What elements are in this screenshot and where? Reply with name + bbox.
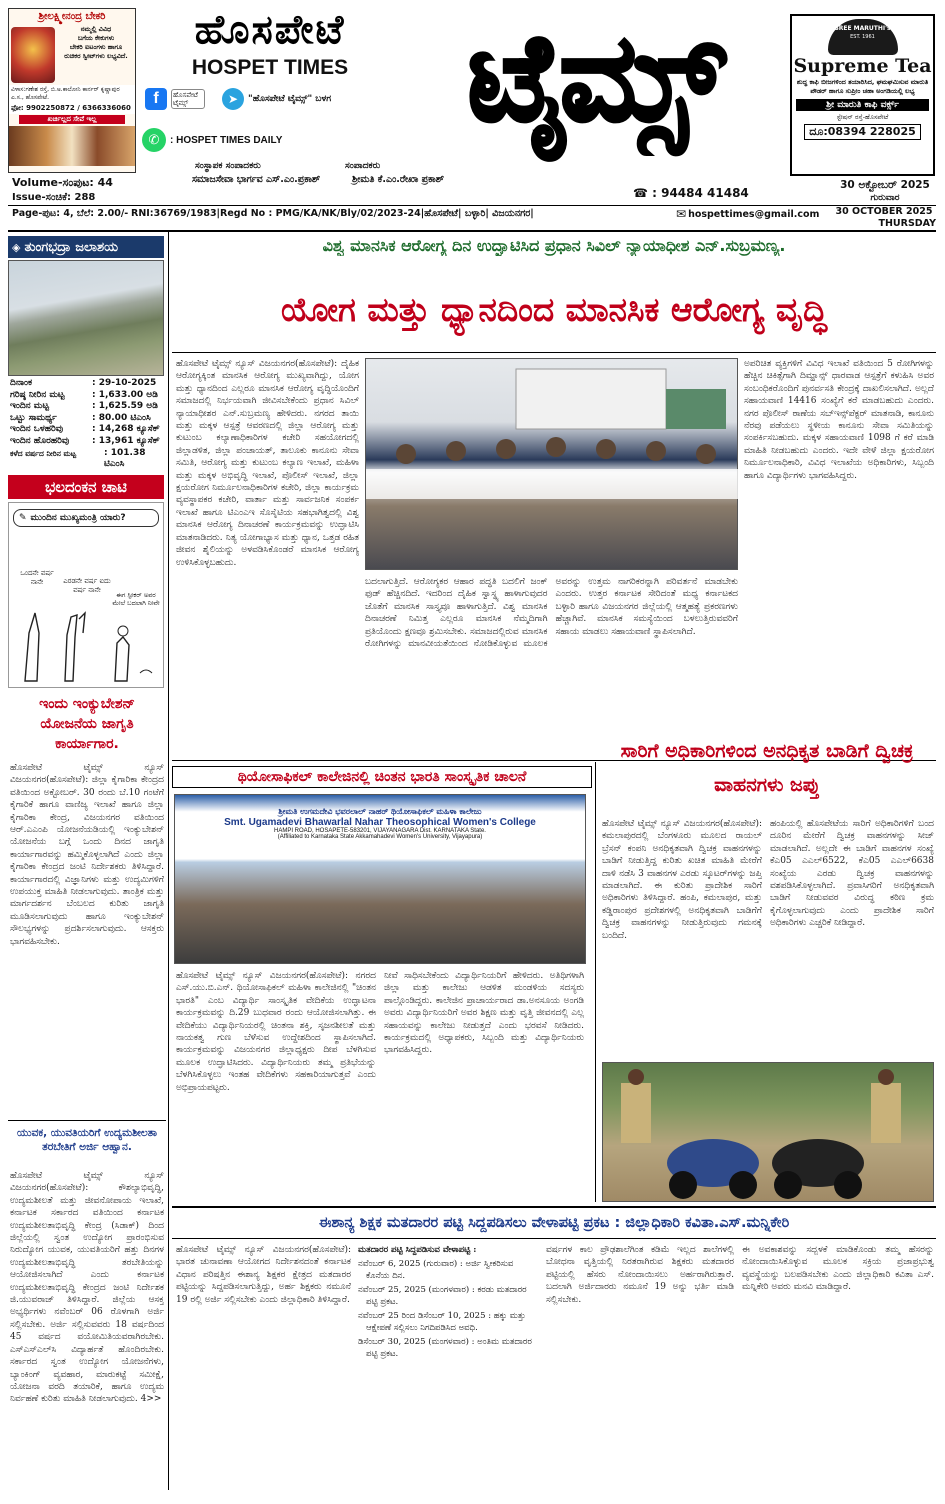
cartoon-title: ಭಲದಂಕನ ಚಾಟಿ [8,475,164,499]
cartoon-bubble: ಎರಡನೇ ವರ್ಷ ಐದು ವರ್ಷ ನಾನೇ [63,577,111,594]
founder-label: ಸಂಸ್ಥಾಪಕ ಸಂಪಾದಕರು [195,161,261,171]
dam-title-text: ತುಂಗಭದ್ರಾ ಜಲಾಶಯ [24,239,119,255]
lead-photo-scene [366,359,739,571]
youth-body: ಹೊಸಪೇಟೆ ಟೈಮ್ಸ್ ನ್ಯೂಸ್ ವಿಜಯನಗರ(ಹೊಸಪೇಟೆ): ಕೌಶಲ್ಯಾಭಿವೃದ್ಧಿ, ಉದ್ಯಮಶೀಲತೆ ಮತ್ತು ಜೀವನೋಪಾಯ ಇಲಾಖೆ, ಕರ್ನಾಟಕ ಸರ್ಕಾರದ ವತಿಯಿಂದ ಕರ್ನಾಟಕ ಉದ್ಯಮಶೀಲತಾಭಿವೃದ್ಧಿ ಕೇಂದ್ರ (ಸಿಡಾಕ್) ದಿಂದ ಜಿಲ್ಲೆಯಲ್ಲಿ ಸ್ವಂತ ಉದ್ಯೋಗ ಪ್ರಾರಂಭಿಸುವ ನಿರುದ್ಯೋಗ ಯುವಕ, ಯುವತಿಯರಿಗೆ ಹತ್ತು ದಿನಗಳ ಉದ್ಯಮಶೀಲತಾಭಿವೃದ್ಧಿ ತರಬೇತಿಯನ್ನು ಆಯೋಜಿಸಲಾಗಿದೆ ಎಂದು ಕರ್ನಾಟಕ ಉದ್ಯಮಶೀಲತಾಭಿವೃದ್ಧಿ ಕೇಂದ್ರದ ಜಂಟಿ ನಿರ್ದೇಶಕ ಜಿ.ಯುವರಾಜ್ ತಿಳಿಸಿದ್ದಾರೆ. ಜಿಲ್ಲೆಯ ಆಸಕ್ತ ಅಭ್ಯರ್ಥಿಗಳು ನವೆಂಬರ್ 06 ರೊಳಗಾಗಿ ಅರ್ಜಿ ಸಲ್ಲಿಸಬೇಕು. ಅರ್ಜಿ ಸಲ್ಲಿಸುವವರು 18 ವರ್ಷದಿಂದ 45 ವರ್ಷದ ವಯೋಮಿತಿಯವರಾಗಿರಬೇಕು. ಎಸ್‌ಎಸ್‌ಎಲ್‌ಸಿ ವಿದ್ಯಾರ್ಹತೆ ಹೊಂದಿರಬೇಕು. ಸರ್ಕಾರದ ಸ್ವಂತ ಉದ್ಯೋಗ ಯೋಜನೆಗಳು, ಬ್ಯಾಂಕಿಂಗ್ ವ್ಯವಹಾರ, ಮಾರುಕಟ್ಟೆ ಸಮೀಕ್ಷೆ, ಯೋಜನಾ ವರದಿ ತಯಾರಿಕೆ, ಹಾಗೂ ಉದ್ಯಮ ನಿರ್ವಹಣೆ ಕುರಿತು ಮಾಹಿತಿ ನೀಡಲಾಗುವುದು. 4>> [10,1171,164,1405]
bikes-col2: ಹಂಪಿಯಲ್ಲಿ ಹೊಸಪೇಟೆಯ ಸಾರಿಗೆ ಅಧಿಕಾರಿಗಳಿಗೆ ಬಂದ ದೂರಿನ ಮೇರೆಗೆ ದ್ವಿಚಕ್ರ ವಾಹನಗಳನ್ನು ಸೀಜ್ ಮಾಡಲಾಗಿದೆ. ಅಲ್ಲದೇ ಈ ಬಾಡಿಗೆ ವಾಹನಗಳ ಸಂಖ್ಯೆ ಕೆಎ05 ಎಎಲ್6522, ಕೆಎ05 ಎಎಲ್6638 ಸಂಖ್ಯೆಯ ಎರಡು ದ್ವಿಚಕ್ರ ವಾಹನಗಳನ್ನು ವಶಪಡಿಸಿಕೊಳ್ಳಲಾಗಿದೆ. ಪ್ರವಾಸಿಗರಿಗೆ ಅನಧಿಕೃತವಾಗಿ ಬಾಡಿಗೆ ನೀಡುವವರ ವಿರುದ್ಧ ಕಠಿಣ ಕ್ರಮ ಕೈಗೊಳ್ಳಲಾಗುವುದು ಎಂದು ಪ್ರಾದೇಶಿಕ ಸಾರಿಗೆ ಅಧಿಕಾರಿಗಳು ಎಚ್ಚರಿಕೆ ನೀಡಿದ್ದಾರೆ. [770,819,934,929]
ad-tea [790,14,935,176]
dam-stat-value: : 1,633.00 ಅಡಿ [92,389,158,400]
facebook-icon: f [145,88,167,110]
issue: Issue-ಸಂಚಿಕೆ: 288 [12,192,96,203]
dam-stat-value: : 101.38 ಟಿಎಂಸಿ [104,447,146,470]
dam-stat-label: ಇಂದಿನ ಒಳಹರಿವು [10,424,64,435]
cartoon-bubble: ಈಗ ಸ್ಪೀಕರ್ ಅವರ ಮೇಲೆ ಬದಲಾಗಿ ನೀವೇ [112,591,160,607]
editor-name: ಶ್ರೀಮತಿ ಕೆ.ಎಂ.ರೇಖಾ ಪ್ರಕಾಶ್ [352,174,445,185]
dam-stat-row [10,413,164,425]
schedule-title: ಮತದಾರರ ಪಟ್ಟಿ ಸಿದ್ದಪಡಿಸುವ ವೇಳಾಪಟ್ಟಿ : [358,1245,477,1255]
tea-desc: ಶುದ್ಧ ಕಾಫಿ ಬೀಜಗಳಿಂದ ತಯಾರಿಸಿದ, ಘಮಘಮಿಸುವ ಮಾರುತಿ ಪೌಡರ್ ಹಾಗೂ ಸುಪ್ರೀಂ ಚಹಾ ಅಂಗಡಿಯಲ್ಲಿ ಲಭ್ಯ [796,78,929,95]
cartoon-box [8,502,164,688]
lead-col1: ಹೊಸಪೇಟೆ ಟೈಮ್ಸ್ ನ್ಯೂಸ್ ವಿಜಯನಗರ(ಹೊಸಪೇಟೆ): ದೈಹಿಕ ಆರೋಗ್ಯಕ್ಕಿಂತ ಮಾನಸಿಕ ಆರೋಗ್ಯ ಮುಖ್ಯವಾಗಿದ್ದು, ಯೋಗ ಮತ್ತು ಧ್ಯಾನದಿಂದ ಎಲ್ಲರೂ ಮಾನಸಿಕ ಆರೋಗ್ಯ ವೃದ್ಧಿಯೊಂದಿಗೆ ಸಮಾಜದಲ್ಲಿ ನಿರ್ಭಯವಾಗಿ ಜೀವಿಸಬೇಕೆಂದು ಪ್ರಧಾನ ಸಿವಿಲ್ ನ್ಯಾಯಾಧೀಶರ ಎನ್.ಸುಬ್ರಮಣ್ಯ ಹೇಳಿದರು. ನಗರದ ತಾಯಿ ಮತ್ತು ಮಕ್ಕಳ ಆಸ್ಪತ್ರೆ ಆವರಣದಲ್ಲಿ ಜಿಲ್ಲಾ ಆರೋಗ್ಯ ಮತ್ತು ಕುಟುಂಬ ಕಲ್ಯಾಣಾಧಿಕಾರಿಗಳ ಕಚೇರಿ ಸಹಯೋಗದಲ್ಲಿ ಜಿಲ್ಲಾಡಳಿತ, ಜಿಲ್ಲಾ ಪಂಚಾಯತ್, ತಾಲೂಕು ಕಾನೂನು ಸೇವಾ ಸಮಿತಿ, ಆರೋಗ್ಯ ಮತ್ತು ಕುಟುಂಬ ಕಲ್ಯಾಣ ಇಲಾಖೆ, ಮಹಿಳಾ ಮತ್ತು ಮಕ್ಕಳ ಅಭಿವೃದ್ಧಿ ಇಲಾಖೆ, ಪೊಲೀಸ್ ಇಲಾಖೆ, ಜಿಲ್ಲಾ ಕ್ಷಯರೋಗ ನಿರ್ಮೂಲನಾಧಿಕಾರಿಗಳ ಕಚೇರಿ, ಜಿಲ್ಲಾ ಕಾರ್ಯಕ್ರಮ ವ್ಯವಸ್ಥಾಪಕರ ಕಚೇರಿ, ವಾರ್ತಾ ಮತ್ತು ಸಾರ್ವಜನಿಕ ಸಂಪರ್ಕ ಇಲಾಖೆ ಹಾಗೂ ಟಿಎಂಎಇ ಸೊಸೈಟಿಯ ಸಹಭಾಗಿತ್ವದಲ್ಲಿ ವಿಶ್ವ ಮಾನಸಿಕ ಆರೋಗ್ಯ ದಿನಾಚರಣೆ ಕಾರ್ಯಕ್ರಮವನ್ನು ಉದ್ಘಾಟಿಸಿ ಮಾತನಾಡಿದರು. ನಿತ್ಯ ಯೋಗಾಭ್ಯಾಸ ಮತ್ತು ಧ್ಯಾನ, ಒತ್ತಡ ರಹಿತ ಜೀವನ ಶೈಲಿಯನ್ನು ಅಳವಡಿಸಿಕೊಂಡರೆ ಮಾನಸಿಕ ಆರೋಗ್ಯ ಉಳಿಸಿಕೊಳ್ಳಬಹುದು. [176,359,359,568]
college-banner-en: Smt. Ugamadevi Bhawarlal Nahar Theosophical Women's College [224,817,536,828]
ad-bakery [8,8,136,173]
theo-col2: ನೀವೆ ಸಾಧಿಸಬೇಕೆಂದು ವಿದ್ಯಾರ್ಥಿನಿಯರಿಗೆ ಹೇಳಿದರು. ಅತಿಥಿಗಳಾಗಿ ಜಿಲ್ಲಾ ಮತ್ತು ಕಾಲೇಜು ಆಡಳಿತ ಮಂಡಳಿಯ ಸದಸ್ಯರು ಪಾಲ್ಗೊಂಡಿದ್ದರು. ಕಾಲೇಜಿನ ಪ್ರಾಚಾರ್ಯರಾದ ಡಾ.ಅನಸೂಯ ಅಂಗಡಿ ಅವರು ವಿದ್ಯಾರ್ಥಿನಿಯರಿಗೆ ಅವರ ಶಿಕ್ಷಣ ಮತ್ತು ವೃತ್ತಿ ಜೀವನದಲ್ಲಿ ಎಲ್ಲ ಸಹಾಯವನ್ನು ಕಾಲೇಜು ನೀಡುತ್ತದೆ ಎಂದು ಭರವಸೆ ನೀಡಿದರು. ಕಾರ್ಯಕ್ರಮದಲ್ಲಿ ಅಧ್ಯಾಪಕರು, ಸಿಬ್ಬಂದಿ ಮತ್ತು ವಿದ್ಯಾರ್ಥಿನಿಯರು ಭಾಗವಹಿಸಿದ್ದರು. [384,971,584,1056]
whatsapp-label: : HOSPET TIMES DAILY [170,134,283,146]
theo-headline-box [172,766,592,788]
dam-photo [8,260,164,376]
phone-icon: ☎ [633,186,648,200]
dam-stat-row [10,436,164,448]
ad-bakery-line: ರುಚಿಕರ ಸ್ವೀಟ್‌ಗಳು ಲಭ್ಯವಿದೆ. [64,52,128,60]
lead-headline: ಯೋಗ ಮತ್ತು ಧ್ಯಾನದಿಂದ ಮಾನಸಿಕ ಆರೋಗ್ಯ ವೃದ್ಧಿ [280,290,828,329]
ad-bakery-line: ನಮ್ಮಲ್ಲಿ ವಿವಿಧ [80,25,112,33]
cartoon-question-text: ಮುಂದಿನ ಮುಖ್ಯಮಂತ್ರಿ ಯಾರು? [30,513,126,523]
dam-stat-value: : 80.00 ಟಿಎಂಸಿ [92,412,151,423]
telegram-label: "ಹೊಸಪೇಟೆ ಟೈಮ್ಸ್" ಬಳಗ [248,94,332,104]
bikes-photo [602,1062,934,1202]
lead-col2: ಬದಲಾಗುತ್ತಿದೆ. ಆರೋಗ್ಯಕರ ಆಹಾರ ಪದ್ಧತಿ ಬದಲಿಗೆ ಜಂಕ್ ಫುಡ್ ಹೆಚ್ಚಿನದಿದೆ. ಇದರಿಂದ ದೈಹಿಕ ಸ್ವಾಸ್ಥ್ಯ ಹಾಳಾಗುವುದರ ಜೊತೆಗೆ ಮಾನಸಿಕ ಸಾಸ್ತ್ಯವೂ ಹಾಳಾಗುತ್ತಿದೆ. ವಿಶ್ವ ಮಾನಸಿಕ ದಿನಾಚರಣೆ ನಿಮಿತ್ತ ಎಲ್ಲರೂ ಮಾನಸಿಕ ನೆಮ್ಮದಿಗಾಗಿ ಪ್ರತಿಯೊಂದು ಕ್ಷಣವೂ ಶ್ರಮಿಸಬೇಕು. ಸಮಾಜದಲ್ಲಿರುವ ಮಾನಸಿಕ ರೋಗಿಗಳನ್ನು ಮಾನವೀಯತೆಯಿಂದ ನೋಡಿಕೊಳ್ಳುವ ಮೂಲಕ ಅವರನ್ನು ಉತ್ತಮ ನಾಗರಿಕರನ್ನಾಗಿ ಪರಿವರ್ತನೆ ಮಾಡಬೇಕು ಎಂದರು. ಉತ್ತರ ಕರ್ನಾಟಕ ಸೇರಿದಂತೆ ಮಧ್ಯ ಕರ್ನಾಟಕದ ಬಳ್ಳಾರಿ ಹಾಗೂ ವಿಜಯನಗರ ಜಿಲ್ಲೆಯಲ್ಲಿ ಆತ್ಮಹತ್ಯೆ ಪ್ರಕರಣಗಳು ಹೆಚ್ಚಾಗಿವೆ. ಮಾನಸಿಕ ಸಮಸ್ಯೆಯಿಂದ ಬಳಲುತ್ತಿರುವವರಿಗೆ ಸಹಾಯ ಮಾಡಲು ಸಹಾಯವಾಣಿ ಸ್ಥಾಪಿಸಲಾಗಿದೆ. [365,577,738,650]
facebook-label: ಹೊಸಪೇಟೆ ಟೈಮ್ಸ್ [171,89,205,109]
incubation-body: ಹೊಸಪೇಟೆ ಟೈಮ್ಸ್ ನ್ಯೂಸ್ ವಿಜಯನಗರ(ಹೊಸಪೇಟೆ): ಜಿಲ್ಲಾ ಕೈಗಾರಿಕಾ ಕೇಂದ್ರದ ವತಿಯಿಂದ ಅಕ್ಟೋಬರ್. 30 ರಂದು ಬೆ.10 ಗಂಟೆಗೆ ಕೈಗಾರಿಕೆ ಹಾಗೂ ವಾಣಿಜ್ಯ ಇಲಾಖೆ ಹಾಗೂ ಜಿಲ್ಲಾ ಕೈಗಾರಿಕಾ ಕೇಂದ್ರ, ವಿಜಯನಗರ ವತಿಯಿಂದ ಆರ್.ಎಎಂಪಿ ಯೋಜನೆಯಡಿಯಲ್ಲಿ ಇಂಕ್ಯುಬೇಶನ್ ಯೋಜನೆಯ ಬಗ್ಗೆ ಒಂದು ದಿನದ ಜಾಗೃತಿ ಕಾರ್ಯಾಗಾರವನ್ನು ಹಮ್ಮಿಕೊಳ್ಳಲಾಗಿದೆ ಎಂದು ಜಿಲ್ಲಾ ಕೈಗಾರಿಕಾ ಕೇಂದ್ರದ ಜಂಟಿ ನಿರ್ದೇಶಕರು ತಿಳಿಸಿದ್ದಾರೆ. ಕಾರ್ಯಾಗಾರದಲ್ಲಿ ವಿಜ್ಞಾನಿಗಳು ಮತ್ತು ಉದ್ಯಮಿಗಳಿಗೆ ಉಪಯುಕ್ತ ಮಾಹಿತಿ ನೀಡಲಾಗುವುದು. ತಾಂತ್ರಿಕ ಮತ್ತು ಮಾರ್ಗದರ್ಶನ ಬೆಂಬಲದ ಕುರಿತು ಜಾಗೃತಿ ಮೂಡಿಸಲಾಗುವುದು ಹಾಗೂ ಇಂಕ್ಯುಬೇಶನ್ ಸೌಲಭ್ಯಗಳನ್ನು ಪ್ರದರ್ಶಿಸಲಾಗುವುದು. ಆಸಕ್ತರು ಭಾಗವಹಿಸಬೇಕು. [10,763,164,947]
dam-stat-row [10,390,164,402]
college-banner-affiliation: (Affiliated to Karnataka State Akkamahadevi Women's University, Vijayapura) [277,834,483,840]
dam-stat-label: ಗರಿಷ್ಠ ನೀರಿನ ಮಟ್ಟ [10,389,65,400]
theo-photo [174,794,586,964]
day-kn: ಗುರುವಾರ [870,193,900,203]
college-banner-kn: ಶ್ರೀಮತಿ ಉಗಮದೇವಿ ಭವರಲಾಲ್ ನಾಹರ್ ಥಿಯೋಸಾಫಿಕಲ್ ಮಹಿಳಾ ಕಾಲೇಜು [278,807,482,816]
tea-brand: Supreme Tea [793,55,932,77]
dam-stat-label: ಇಂದಿನ ಹೊರಹರಿವು [10,435,70,446]
lead-col3: ಅಪರಿಚಿತ ವ್ಯಕ್ತಿಗಳಿಗೆ ವಿವಿಧ ಇಲಾಖೆ ವತಿಯಿಂದ 5 ರೋಗಿಗಳನ್ನು ಹೆಚ್ಚಿನ ಚಿಕಿತ್ಸೆಗಾಗಿ ದಿಮ್ಹಾನ್ಸ್ ಧಾರವಾಡ ಆಸ್ಪತ್ರೆಗೆ ಕಳುಹಿಸಿ ಅವರ ಸಂಬಂಧಿಕರೊಂದಿಗೆ ಪುನರ್ವಸತಿ ಕೇಂದ್ರಕ್ಕೆ ದಾಖಲಿಸಲಾಗಿದೆ. ಅಲ್ಲದೆ ಸಹಾಯವಾಣಿ 14416 ಸಂಖ್ಯೆಗೆ ಕರೆ ಮಾಡಬಹುದು ಎಂದರು. ನಗರ ಪೊಲೀಸ್ ಠಾಣೆಯ ಸಬ್‌ಇನ್ಸ್‌ಪೆಕ್ಟರ್ ಮಾತನಾಡಿ, ಕಾನೂನು ನೆರವು ಪಡೆಯಲು ಸ್ಥಳೀಯ ಕಾನೂನು ಸೇವಾ ಸಮಿತಿಯನ್ನು ಸಂಪರ್ಕಿಸಬಹುದು. ಮಕ್ಕಳ ಸಹಾಯವಾಣಿ 1098 ಗೆ ಕರೆ ಮಾಡಿ ಮಾಹಿತಿ ನೀಡಬಹುದು ಎಂದರು. ಇದೇ ವೇಳೆ ಜಿಲ್ಲಾ ಕ್ಷಯರೋಗ ನಿರ್ಮೂಲನಾಧಿಕಾರಿ, ವಿವಿಧ ಇಲಾಖೆಯ ಅಧಿಕಾರಿಗಳು, ಸಿಬ್ಬಂದಿ ಹಾಗೂ ವಿದ್ಯಾರ್ಥಿಗಳು ಭಾಗವಹಿಸಿದ್ದರು. [744,359,934,481]
dam-stat-value: : 29-10-2025 [92,378,157,388]
ad-bakery-address: ವಿಳಾಸ:ಗಣೇಶ ರಸ್ತೆ, ಬಿ.ಅ.ಕಾಲೋನಿ ಕಾರ್ನರ್ ಕೃಷ್ಣಾಪುರ ಎ.ಸ., ಹೊಸಪೇಟೆ. [9,85,135,103]
ad-bakery-title: ಶ್ರೀಲಕ್ಷ್ಮೀನಂದ್ರ ಬೇಕರಿ [38,11,106,22]
tea-brand-small: SREE MARUTHI's [834,25,891,32]
election-col1: ಹೊಸಪೇಟೆ ಟೈಮ್ಸ್ ನ್ಯೂಸ್ ವಿಜಯನಗರ(ಹೊಸಪೇಟೆ): ಭಾರತ ಚುನಾವಣಾ ಆಯೋಗದ ನಿರ್ದೇಶನದಂತೆ ಕರ್ನಾಟಕ ವಿಧಾನ ಪರಿಷತ್ತಿನ ಈಶಾನ್ಯ ಶಿಕ್ಷಕರ ಕ್ಷೇತ್ರದ ಮತದಾರರ ಪಟ್ಟಿಯನ್ನು ಸಿದ್ದಪಡಿಸಲಾಗುತ್ತಿದ್ದು, ಅರ್ಹ ಶಿಕ್ಷಕರು ನಮೂನೆ 19 ರಲ್ಲಿ ಅರ್ಜಿ ಸಲ್ಲಿಸಬೇಕು ಎಂದು ಜಿಲ್ಲಾಧಿಕಾರಿ ತಿಳಿಸಿದ್ದಾರೆ. [176,1245,351,1305]
schedule-item: ಡಿಸೆಂಬರ್ 30, 2025 (ಮಂಗಳವಾರ) : ಅಂತಿಮ ಮತದಾರರ ಪಟ್ಟಿ ಪ್ರಕಟ. [358,1337,532,1359]
dam-stat-value: : 14,268 ಕ್ಯೂಸೆಕ್ [92,424,160,435]
lead-photo [365,358,738,570]
mail-icon: ✉ [676,207,687,221]
schedule-item: ನವೆಂಬರ್ 25 ರಿಂದ ಡಿಸೆಂಬರ್ 10, 2025 : ಹಕ್ಕು ಮತ್ತು ಆಕ್ಷೇಪಣೆ ಸಲ್ಲಿಸಲು ನಿಗದಿಪಡಿಸಿದ ಅವಧಿ. [358,1311,526,1333]
dam-stat-row [10,448,164,471]
ad-bakery-phone: ಫೋ: 9902250872 / 6366336060 [9,103,135,114]
water-icon: ◈ [12,240,21,254]
incubation-title: ಇಂದು ಇಂಕ್ಯುಬೇಶನ್ ಯೋಜನೆಯ ಜಾಗೃತಿ ಕಾರ್ಯಾಗಾರ. [39,696,135,752]
theo-col1: ಹೊಸಪೇಟೆ ಟೈಮ್ಸ್ ನ್ಯೂಸ್ ವಿಜಯನಗರ(ಹೊಸಪೇಟೆ): ನಗರದ ಎಸ್.ಯು.ಬಿ.ಎನ್. ಥಿಯೋಸಾಫಿಕಲ್ ಮಹಿಳಾ ಕಾಲೇಜಿನಲ್ಲಿ "ಚಿಂತನ ಭಾರತಿ" ಎಂಬ ವಿದ್ಯಾರ್ಥಿ ಸಾಂಸ್ಕೃತಿಕ ವೇದಿಕೆಯ ಉದ್ಘಾಟನಾ ಕಾರ್ಯಕ್ರಮವನ್ನು ದಿ.29 ಬುಧವಾರ ರಂದು ಆಯೋಜಿಸಲಾಗಿತ್ತು. ಈ ವೇದಿಕೆಯು ವಿದ್ಯಾರ್ಥಿನಿಯರಲ್ಲಿ ಚಿಂತನಾ ಶಕ್ತಿ, ಸೃಜನಶೀಲತೆ ಮತ್ತು ನಾಯಕತ್ವ ಗುಣ ಬೆಳೆಸುವ ಉದ್ದೇಶದಿಂದ ಸ್ಥಾಪಿಸಲಾಗಿದೆ. ಕಾರ್ಯಕ್ರಮವನ್ನು ವಿಜಯನಗರ ಜಿಲ್ಲಾಧ್ಯಕ್ಷರು ದೀಪ ಬೆಳಗಿಸುವ ಮೂಲಕ ಉದ್ಘಾಟಿಸಿದರು. ವಿದ್ಯಾರ್ಥಿನಿಯರು ತಮ್ಮ ಪ್ರತಿಭೆಯನ್ನು ಬೆಳಗಿಸಿಕೊಳ್ಳಲು ಇಂತಹ ವೇದಿಕೆಗಳು ಸಹಕಾರಿಯಾಗುತ್ತವೆ ಎಂದು ಅಭಿಪ್ರಾಯಪಟ್ಟರು. [176,971,376,1093]
tea-address: ಸ್ಟೇಷನ್ ರಸ್ತೆ-ಹೊಸಪೇಟೆ [836,113,889,121]
founder-name: ಸಮಾಜಸೇವಾ ಭಾರ್ಗವ ಎಸ್.ಎಂ.ಪ್ರಕಾಶ್ [192,174,321,185]
ad-bakery-line: ಬೇಕರಿ ಐಟಂಗಳು ಹಾಗೂ [69,43,123,51]
dam-stat-label: ಕಳೆದ ವರ್ಷದ ನೀರಿನ ಮಟ್ಟ [10,448,77,458]
phone-line: ☎ : 94484 41484 [633,186,749,200]
election-schedule [358,1244,538,1492]
dam-stat-row [10,378,164,390]
tea-shop: ಶ್ರೀ ಮಾರುತಿ ಕಾಫಿ ವರ್ಕ್ಸ್ [796,99,929,111]
dam-stat-value: : 1,625.59 ಅಡಿ [92,401,158,412]
date-kn: 30 ಅಕ್ಟೋಬರ್ 2025 [840,179,930,191]
election-col4: ಈ ಅವಕಾಶವನ್ನು ಸದ್ಬಳಕೆ ಮಾಡಿಕೊಂಡು ತಮ್ಮ ಹೆಸರನ್ನು ನೋಂದಾಯಿಸಿಕೊಳ್ಳುವ ಮೂಲಕ ಸಕ್ರಿಯ ಪ್ರಜಾಪ್ರಭುತ್ವ ವ್ಯವಸ್ಥೆಯನ್ನು ಬಲಪಡಿಸಬೇಕು ಎಂದು ಜಿಲ್ಲಾಧಿಕಾರಿ ಕವಿತಾ ಎಸ್. ಮನ್ನಿಕೇರಿ ಅವರು ಮನವಿ ಮಾಡಿದ್ದಾರೆ. [742,1245,934,1293]
tea-logo [828,19,898,55]
date-en: 30 OCTOBER 2025 [835,206,933,217]
chat-icon: ✎ [19,513,27,523]
whatsapp-icon: ✆ [142,128,166,152]
masthead-en-title: HOSPET TIMES [191,56,349,79]
schedule-item: ನವೆಂಬರ್ 6, 2025 (ಗುರುವಾರ) : ಅರ್ಜಿ ಸ್ವೀಕರಿಸುವ ಕೊನೆಯ ದಿನ. [358,1259,514,1281]
phone-number: 94484 41484 [661,186,749,200]
lead-kicker: ವಿಶ್ವ ಮಾನಸಿಕ ಆರೋಗ್ಯ ದಿನ ಉದ್ಘಾಟಿಸಿದ ಪ್ರಧಾನ ಸಿವಿಲ್ ನ್ಯಾಯಾಧೀಶ ಎನ್.ಸುಬ್ರಮಣ್ಯ. [322,236,786,255]
tea-phone: ದೂ:08394 228025 [804,124,921,140]
masthead-kn-title: ಹೊಸಪೇಟೆ [194,7,346,53]
pages-price: Page-ಪುಟ: 4, ಬೆಲೆ: 2.00/- [12,208,129,219]
cake-image [9,126,135,166]
election-col3: ವರ್ಷಗಳ ಕಾಲ ಪ್ರೌಢಶಾಲೆಗಿಂತ ಕಡಿಮೆ ಇಲ್ಲದ ಶಾಲೆಗಳಲ್ಲಿ ಬೋಧನಾ ವೃತ್ತಿಯಲ್ಲಿ ನಿರತರಾಗಿರುವ ಶಿಕ್ಷಕರು ಮತದಾರರ ಪಟ್ಟಿಯಲ್ಲಿ ಹೆಸರು ನೋಂದಾಯಿಸಲು ಅರ್ಹರಾಗಿರುತ್ತಾರೆ. ಬದಲಾಗಿ ಅರ್ಜಿದಾರರು ನಮೂನೆ 19 ಅನ್ನು ಭರ್ತಿ ಮಾಡಿ ಸಲ್ಲಿಸಬೇಕು. [546,1245,734,1305]
day-en: THURSDAY [878,218,936,229]
telegram-link[interactable] [222,88,331,110]
dam-stat-row [10,401,164,413]
dam-stat-label: ಒಟ್ಟು ಸಾಮರ್ಥ್ಯ [10,412,57,423]
youth-title: ಯುವಕ, ಯುವತಿಯರಿಗೆ ಉದ್ಯಮಶೀಲತಾ ತರಬೇತಿಗೆ ಅರ್ಜಿ ಆಹ್ವಾನ. [17,1127,157,1153]
election-headline: ಈಶಾನ್ಯ ಶಿಕ್ಷಕ ಮತದಾರರ ಪಟ್ಟಿ ಸಿದ್ದಪಡಿಸಲು ವೇಳಾಪಟ್ಟಿ ಪ್ರಕಟ : ಜಿಲ್ಲಾಧಿಕಾರಿ ಕವಿತಾ.ಎಸ್.ಮನ್ನಿಕೇರಿ [318,1215,790,1231]
email-address: hospettimes@gmail.com [688,208,820,220]
dam-stat-value: : 13,961 ಕ್ಯೂಸೆಕ್ [92,435,160,446]
dam-stat-label: ದಿನಾಂಕ [10,378,33,388]
editor-label: ಸಂಪಾದಕರು [345,161,381,171]
deity-image [11,27,55,83]
facebook-link[interactable] [145,88,205,110]
dam-stats [10,378,164,471]
masthead-big-title: ಟೈಮ್ಸ್ [467,9,721,148]
tea-since: EST. 1961 [850,34,875,40]
telegram-icon: ➤ [222,88,244,110]
whatsapp-link[interactable] [142,128,282,152]
email-link[interactable] [676,207,819,221]
ad-bakery-line: ಬಗೆಯ ಕೇಕುಗಳು [77,34,115,42]
cartoon-drawing [15,603,159,683]
registration: RNI:36769/1983|Regd No : PMG/KA/NK/Bly/02/2023-24|ಹೊಸಪೇಟೆ| ಬಳ್ಳಾರಿ| ವಿಜಯನಗರ| [131,208,534,219]
volume: Volume-ಸಂಪುಟ: 44 [12,176,113,189]
dam-title [8,236,164,258]
dam-stat-row [10,424,164,436]
ad-bakery-footer: ಖರ್ಚಿಲ್ಲದ ಸೇವೆ ಇಲ್ಲ [19,115,125,124]
college-banner-addr: HAMPI ROAD, HOSAPETE-583201, VIJAYANAGARA Dist. KARNATAKA State. [274,828,486,834]
bikes-headline: ಸಾರಿಗೆ ಅಧಿಕಾರಿಗಳಿಂದ ಅನಧಿಕೃತ ಬಾಡಿಗೆ ದ್ವಿಚಕ್ರ ವಾಹನಗಳು ಜಪ್ತು [620,740,914,796]
bikes-photo-scene [603,1063,935,1203]
cartoon-question [13,509,159,527]
bikes-col1: ಹೊಸಪೇಟೆ ಟೈಮ್ಸ್ ನ್ಯೂಸ್ ವಿಜಯನಗರ(ಹೊಸಪೇಟೆ): ಕಮಲಾಪುರದಲ್ಲಿ ಬೆಂಗಳೂರು ಮೂಲದ ರಾಯಲ್ ಬ್ರೆಸನ್ ಕಂಪನಿ ಅನಧಿಕೃತವಾಗಿ ದ್ವಿಚಕ್ರ ವಾಹನಗಳನ್ನು ಬಾಡಿಗೆ ನೀಡುತ್ತಿದ್ದ ಕುರಿತು ಖಚಿತ ಮಾಹಿತಿ ಮೇರೆಗೆ ದಾಳಿ ನಡೆಸಿ 3 ವಾಹನಗಳ ಎರಡು ಸ್ಕೂಟರ್‌ಗಳನ್ನು ಜಪ್ತಿ ಮಾಡಲಾಗಿದೆ. ಈ ಕುರಿತು ಪ್ರಾದೇಶಿಕ ಸಾರಿಗೆ ಅಧಿಕಾರಿಗಳು ತಿಳಿಸಿದ್ದಾರೆ. ಹಂಪಿ, ಕಮಲಾಪುರ, ಮತ್ತು ಕಡ್ಡಿರಾಂಪುರ ಪ್ರದೇಶಗಳಲ್ಲಿ ಅನಧಿಕೃತವಾಗಿ ಬಾಡಿಗೆಗೆ ದ್ವಿಚಕ್ರ ವಾಹನಗಳನ್ನು ನೀಡುತ್ತಿರುವುದು ಗಮನಕ್ಕೆ ಬಂದಿದೆ. [602,819,762,941]
cartoon-bubble: ಒಂದನೇ ವರ್ಷ ನಾನೇ [20,569,54,586]
schedule-item: ನವೆಂಬರ್ 25, 2025 (ಮಂಗಳವಾರ) : ಕರಡು ಮತದಾರರ ಪಟ್ಟಿ ಪ್ರಕಟ. [358,1285,527,1307]
theo-headline-text: ಥಿಯೋಸಾಫಿಕಲ್ ಕಾಲೇಜಿನಲ್ಲಿ ಚಿಂತನ ಭಾರತಿ ಸಾಂಸ್ಕೃತಿಕ ಚಾಲನೆ [237,769,527,785]
dam-stat-label: ಇಂದಿನ ಮಟ್ಟ [10,401,49,412]
